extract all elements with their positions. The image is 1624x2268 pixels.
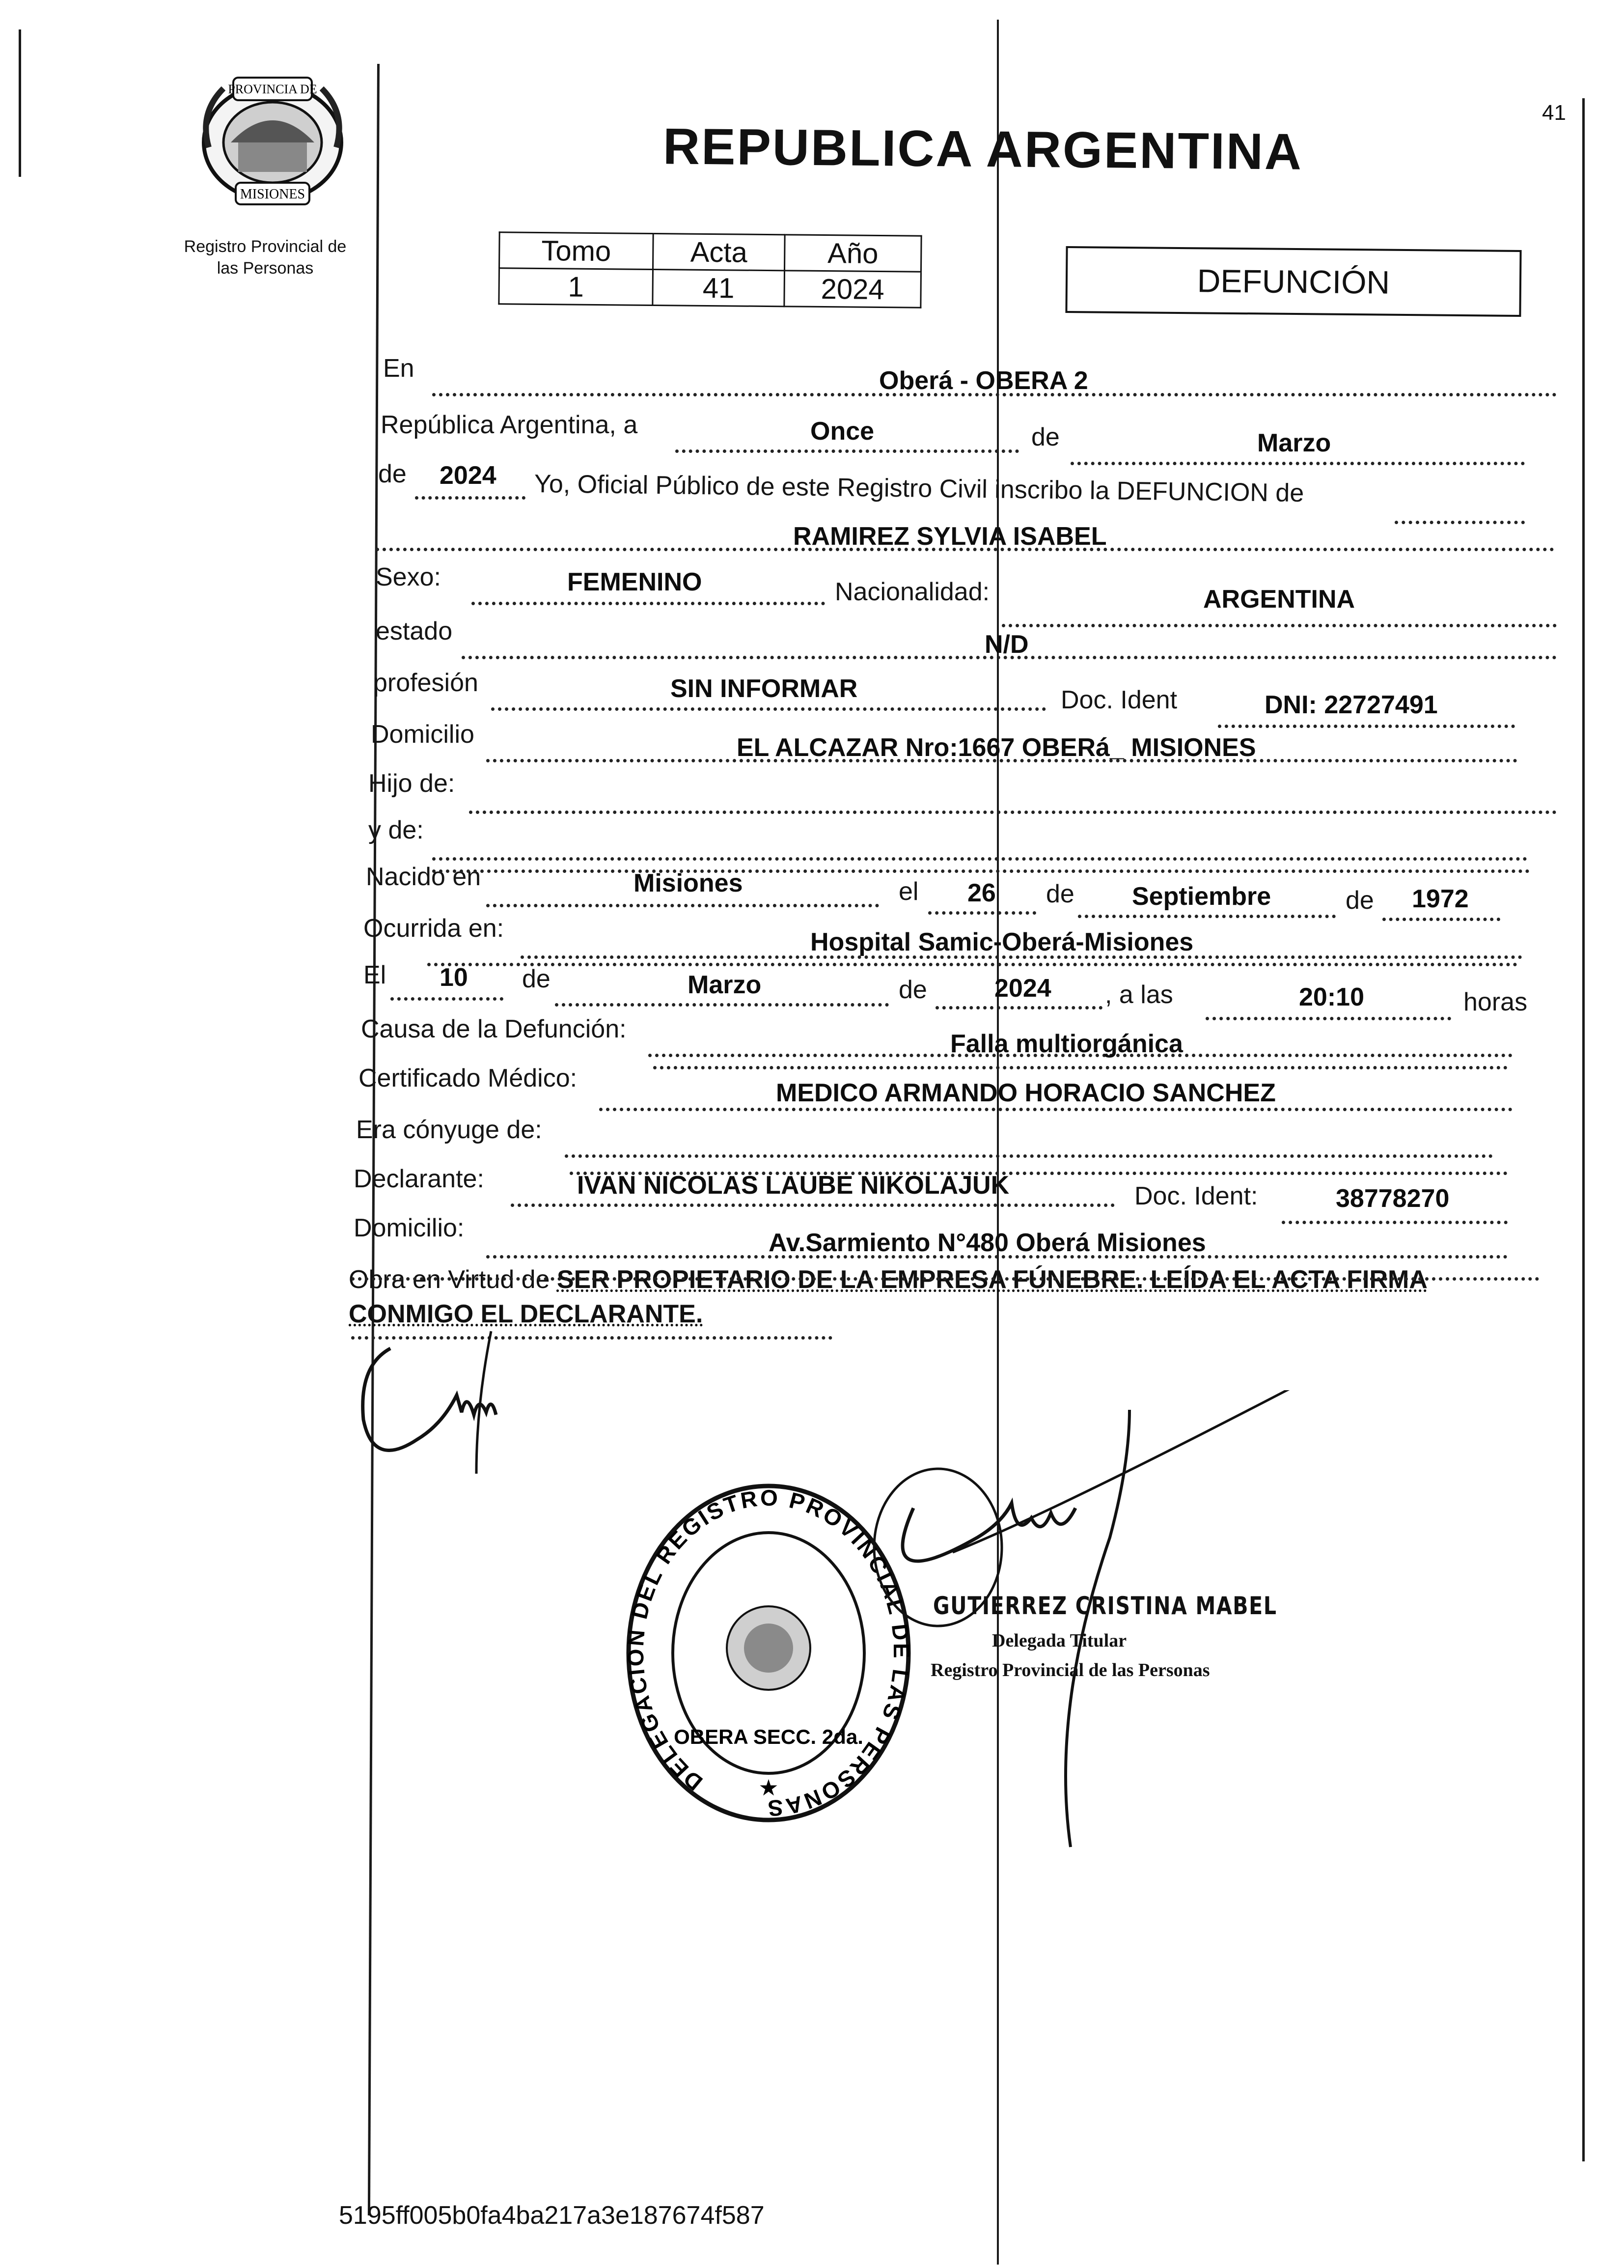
hijo-de-label: Hijo de: bbox=[368, 769, 455, 798]
dotted-line bbox=[511, 1204, 1115, 1207]
declarante-value: IVAN NICOLAS LAUBE NIKOLAJUK bbox=[577, 1171, 1010, 1200]
dotted-line bbox=[570, 1172, 1508, 1175]
issuing-organization bbox=[162, 236, 368, 279]
dotted-line bbox=[1002, 624, 1557, 627]
death-time-value: 20:10 bbox=[1299, 983, 1364, 1011]
estado-label: estado bbox=[376, 617, 453, 645]
stamp-center-text: OBERA SECC. 2da. bbox=[674, 1725, 863, 1748]
certificado-label: Certificado Médico: bbox=[358, 1064, 578, 1092]
nacionalidad-label: Nacionalidad: bbox=[835, 578, 990, 606]
certificado-value: MEDICO ARMANDO HORACIO SANCHEZ bbox=[776, 1079, 1276, 1107]
el-date-label: El bbox=[363, 961, 386, 989]
record-header-acta: Acta bbox=[653, 233, 785, 270]
doc2-ident-value: 38778270 bbox=[1336, 1184, 1450, 1213]
declarant-signature bbox=[344, 1321, 511, 1484]
record-type: DEFUNCIÓN bbox=[1197, 262, 1390, 301]
year-de-label: de bbox=[378, 460, 407, 488]
domicilio-label: Domicilio bbox=[371, 720, 474, 749]
dotted-line bbox=[599, 1108, 1513, 1111]
y-de-label: y de: bbox=[368, 816, 424, 844]
org-line-1: Registro Provincial de bbox=[184, 237, 347, 256]
dotted-line bbox=[1078, 915, 1336, 918]
record-header-anio: Año bbox=[784, 235, 921, 272]
month-value: Marzo bbox=[1257, 429, 1331, 457]
org-line-2: las Personas bbox=[217, 259, 314, 278]
dotted-line bbox=[415, 496, 525, 500]
record-table bbox=[498, 231, 922, 308]
record-value-acta: 41 bbox=[653, 269, 785, 306]
birth-day-value: 26 bbox=[967, 879, 996, 907]
stamp-star-icon: ★ bbox=[758, 1775, 779, 1800]
dotted-line bbox=[1218, 725, 1515, 728]
deceased-name: RAMIREZ SYLVIA ISABEL bbox=[793, 522, 1107, 551]
dotted-line bbox=[555, 1003, 889, 1007]
death-day-value: 10 bbox=[440, 963, 468, 992]
dotted-line bbox=[351, 1277, 1540, 1281]
right-border-line bbox=[1582, 98, 1585, 2161]
record-value-anio: 2024 bbox=[784, 271, 921, 308]
death-month-value: Marzo bbox=[688, 971, 762, 999]
birth-place-value: Misiones bbox=[633, 869, 743, 897]
official-organization: Registro Provincial de las Personas bbox=[931, 1660, 1210, 1680]
dotted-line bbox=[653, 1066, 1508, 1069]
page-number: 41 bbox=[1542, 101, 1566, 125]
death-de-label: de bbox=[522, 965, 551, 993]
dotted-line bbox=[486, 904, 879, 907]
dotted-line bbox=[928, 911, 1036, 915]
doc-ident-value: DNI: 22727491 bbox=[1265, 691, 1438, 719]
republica-label: República Argentina, a bbox=[381, 411, 638, 439]
death-year-value: 2024 bbox=[994, 974, 1051, 1003]
fold-line bbox=[997, 20, 999, 2265]
domicilio2-value: Av.Sarmiento N°480 Oberá Misiones bbox=[769, 1229, 1206, 1257]
en-label: En bbox=[383, 354, 414, 383]
dotted-line bbox=[936, 1006, 1102, 1009]
birth-year-de-label: de bbox=[1346, 886, 1374, 915]
document-title: REPUBLICA ARGENTINA bbox=[662, 118, 1303, 181]
official-role: Delegada Titular bbox=[992, 1630, 1127, 1651]
birth-month-value: Septiembre bbox=[1132, 882, 1271, 911]
location-value: Oberá - OBERA 2 bbox=[879, 366, 1088, 395]
profesion-label: profesión bbox=[373, 669, 478, 697]
dotted-line bbox=[432, 869, 1530, 873]
ocurrida-value: Hospital Samic-Oberá-Misiones bbox=[810, 928, 1194, 956]
birth-de-label: de bbox=[1046, 880, 1074, 908]
ocurrida-label: Ocurrida en: bbox=[363, 914, 504, 943]
oficial-statement: Yo, Oficial Público de este Registro Civil inscribo la DEFUNCION de bbox=[534, 470, 1304, 508]
dotted-line bbox=[1071, 462, 1525, 465]
dotted-line bbox=[491, 707, 1046, 711]
obra-en-virtud bbox=[349, 1262, 1537, 1331]
nacido-label: Nacido en bbox=[366, 863, 481, 891]
dotted-line bbox=[1206, 1017, 1451, 1020]
dotted-line bbox=[390, 997, 503, 1001]
el-label: el bbox=[899, 877, 919, 906]
domicilio-value: EL ALCAZAR Nro:1667 OBERá_ MISIONES bbox=[737, 733, 1256, 762]
estado-value: N/D bbox=[985, 630, 1029, 659]
death-year-de-label: de bbox=[899, 976, 927, 1004]
record-header-tomo: Tomo bbox=[499, 232, 654, 270]
sexo-label: Sexo: bbox=[376, 563, 441, 591]
sexo-value: FEMENINO bbox=[567, 568, 702, 596]
dotted-line bbox=[427, 963, 1517, 966]
dotted-line bbox=[565, 1154, 1493, 1158]
profesion-value: SIN INFORMAR bbox=[670, 674, 858, 703]
de-label: de bbox=[1031, 423, 1060, 451]
causa-value: Falla multiorgánica bbox=[950, 1030, 1183, 1058]
obra-label: Obra en Virtud de bbox=[349, 1265, 550, 1294]
declarante-label: Declarante: bbox=[354, 1165, 484, 1193]
dotted-line bbox=[432, 857, 1527, 861]
doc-ident-label: Doc. Ident bbox=[1061, 686, 1178, 714]
record-value-tomo: 1 bbox=[499, 268, 653, 306]
year-value: 2024 bbox=[440, 461, 496, 490]
obra-value: SER PROPIETARIO DE LA EMPRESA FÚNEBRE. LEÍDA EL ACTA FIRMA CONMIGO EL DECLARANTE. bbox=[349, 1265, 1428, 1328]
domicilio2-label: Domicilio: bbox=[354, 1214, 465, 1242]
official-name: GUTIERREZ CRISTINA MABEL bbox=[933, 1592, 1277, 1620]
causa-label: Causa de la Defunción: bbox=[361, 1015, 627, 1043]
doc2-ident-label: Doc. Ident: bbox=[1134, 1182, 1258, 1210]
dotted-line bbox=[1282, 1221, 1508, 1224]
day-value: Once bbox=[810, 417, 875, 446]
crest-text-top: PROVINCIA DE bbox=[228, 82, 317, 96]
misiones-crest-icon bbox=[194, 69, 351, 211]
dotted-line bbox=[1382, 918, 1500, 921]
conyuge-label: Era cónyuge de: bbox=[356, 1116, 542, 1144]
birth-year-value: 1972 bbox=[1412, 885, 1469, 913]
horas-label: horas bbox=[1463, 988, 1528, 1016]
document-hash: 5195ff005b0fa4ba217a3e187674f587 bbox=[339, 2201, 765, 2230]
dotted-line bbox=[471, 602, 825, 605]
dotted-line bbox=[1395, 521, 1525, 524]
record-type-box bbox=[1065, 246, 1521, 317]
dotted-line bbox=[469, 811, 1557, 814]
crest-text-bottom: MISIONES bbox=[240, 187, 305, 202]
a-las-label: , a las bbox=[1105, 980, 1173, 1009]
left-border-line bbox=[19, 29, 21, 177]
nacionalidad-value: ARGENTINA bbox=[1203, 585, 1355, 614]
stamp-ring-text: DELEGACION DEL REGISTRO PROVINCIAL DE LAS PERSONAS bbox=[622, 1484, 915, 1821]
dotted-line bbox=[675, 449, 1019, 453]
